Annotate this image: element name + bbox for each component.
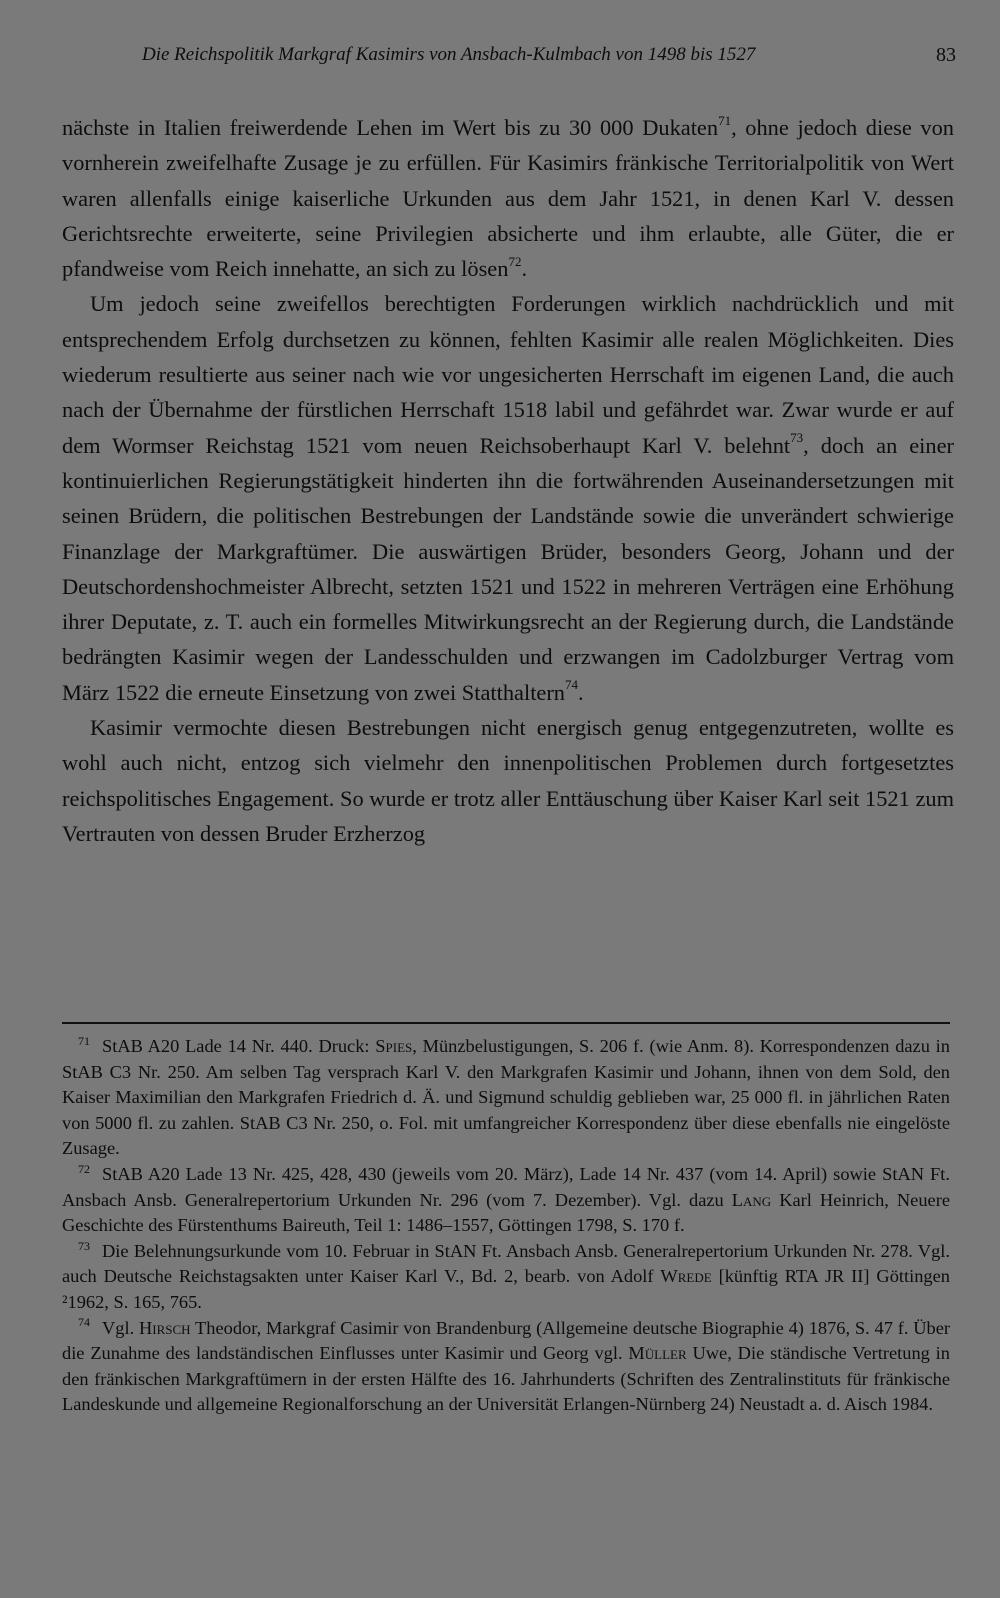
footnote-73 [62,1239,950,1316]
author-name: Wrede [660,1266,712,1287]
paragraph-text: nächste in Italien freiwerdende Lehen im Wert bis zu 30 000 Dukaten [62,115,719,140]
footnote-text: StAB A20 Lade 14 Nr. 440. Druck: [102,1036,376,1056]
footnote-72 [62,1162,950,1239]
footnote-text: Die Belehnungsurkunde vom 10. Februar in StAN Ft. Ansbach Ansb. Generalrepertorium Urkunden Nr. 278. Vgl. auch Deutsche Reichstagsakten unter Kaiser Karl V., Bd. 2, bearb. von Adolf [62,1240,950,1287]
footnote-text: , Münzbelustigungen, S. 206 f. (wie Anm. 8). Korrespondenzen dazu in StAB C3 Nr. 250. Am selben Tag versprach Karl V. den Markgrafen Kasimir und Johann, ihnen von dem Sold, den Kaiser Maximilian den Markgrafen Friedrich d. Ä. und Sigmund schuldig geblieben war, 25 000 fl. in jährlichen Raten von 5000 fl. zu zahlen. StAB C3 Nr. 250, o. Fol. mit umfangreicher Korrespondenz über diese ebenfalls nie eingelöste Zusage. [62,1036,950,1159]
paragraph-text: , doch an einer kontinuierlichen Regierungstätigkeit hinderten ihn die fortwährenden Auseinandersetzungen mit seinen Brüdern, die politischen Bestrebungen der Landstände sowie die unverändert schwierige Finanzlage der Markgraftümer. Die auswärtigen Brüder, besonders Georg, Johann und der Deutschordenshochmeister Albrecht, setzten 1521 und 1522 in mehreren Verträgen eine Erhöhung ihrer Deputate, z. T. auch ein formelles Mitwirkungsrecht an der Regierung durch, die Landstände bedrängten Kasimir wegen der Landesschulden und erzwangen im Cadolzburger Vertrag vom März 1522 die erneute Einsetzung von zwei Statthaltern [62,432,954,705]
paragraph-text: , ohne jedoch diese von vornherein zweifelhafte Zusage je zu erfüllen. Für Kasimirs fränkische Territorialpolitik von Wert waren allenfalls einige kaiserliche Urkunden aus dem Jahr 1521, in denen Karl V. dessen Gerichtsrechte erweiterte, seine Privilegien absicherte und ihm erlaubte, alle Güter, die er pfandweise vom Reich innehatte, an sich zu lösen [62,115,954,282]
running-header [62,44,956,74]
paragraph-text: . [578,679,584,705]
author-name: Müller [628,1343,687,1364]
footnote-number: 73 [78,1238,90,1253]
footnote-number: 74 [78,1315,90,1330]
paragraph-1 [62,110,954,286]
author-name: Hirsch [139,1317,191,1338]
footnote-text: StAB A20 Lade 13 Nr. 425, 428, 430 (jeweils vom 20. März), Lade 14 Nr. 437 (vom 14. April) sowie StAN Ft. Ansbach Ansb. Generalrepertorium Urkunden Nr. 296 (vom 7. Dezember). Vgl. dazu [62,1163,950,1210]
footnote-71 [62,1034,950,1162]
running-title: Die Reichspolitik Markgraf Kasimirs von Ansbach-Kulmbach von 1498 bis 1527 [142,44,756,65]
footnote-number: 72 [78,1161,90,1176]
footnote-74 [62,1316,950,1418]
paragraph-text: Um jedoch seine zweifellos berechtigten Forderungen wirklich nachdrücklich und mit entsprechendem Erfolg durchsetzen zu können, fehlten Kasimir alle realen Möglichkeiten. Dies wiederum resultierte aus seiner nach wie vor ungesicherten Herrschaft im eigenen Land, die auch nach der Übernahme der fürstlichen Herrschaft 1518 labil und gefährdet war. Zwar wurde er auf dem Wormser Reichstag 1521 vom neuen Reichsoberhaupt Karl V. belehnt [62,291,954,458]
footnote-text: Theodor, Markgraf Casimir von Brandenburg (Allgemeine deutsche Biographie 4) 1876, S. 47 f. Über die Zunahme des landständischen Einflusses unter Kasimir und Georg vgl. [62,1317,950,1364]
footnote-ref: 72 [508,253,522,269]
author-name: Spies [375,1036,413,1056]
main-text [62,110,954,851]
paragraph-3 [62,710,954,851]
footnote-text: [künftig RTA JR II] Göttingen ²1962, S. 165, 765. [62,1266,950,1312]
paragraph-text: Kasimir vermochte diesen Bestrebungen nicht energisch genug entgegenzutreten, wollte es wohl auch nicht, entzog sich vielmehr den innenpolitischen Problemen durch fortgesetztes reichspolitisches Engagement. So wurde er trotz aller Enttäuschung über Kaiser Karl seit 1521 zum Vertrauten von dessen Bruder Erzherzog [62,715,954,846]
footnote-text: Uwe, Die ständische Vertretung in den fränkischen Markgraftümern in der ersten Hälfte des 16. Jahrhunderts (Schriften des Zentralinstituts für fränkische Landeskunde und allgemeine Regionalforschung an der Universität Erlangen-Nürnberg 24) Neustadt a. d. Aisch 1984. [62,1343,950,1415]
page-number: 83 [936,44,956,66]
paragraph-2 [62,286,954,710]
footnote-ref: 73 [790,430,804,446]
footnotes [62,1034,950,1418]
author-name: Lang [731,1189,772,1210]
footnote-divider [62,1022,950,1024]
footnote-ref: 74 [565,677,579,693]
paragraph-text: . [521,256,528,282]
footnote-ref: 71 [718,112,732,128]
footnote-number: 71 [78,1033,90,1048]
footnote-text: Karl Heinrich, Neuere Geschichte des Fürstenthums Baireuth, Teil 1: 1486–1557, Göttingen 1798, S. 170 f. [62,1189,950,1236]
footnote-text: Vgl. [102,1317,139,1338]
